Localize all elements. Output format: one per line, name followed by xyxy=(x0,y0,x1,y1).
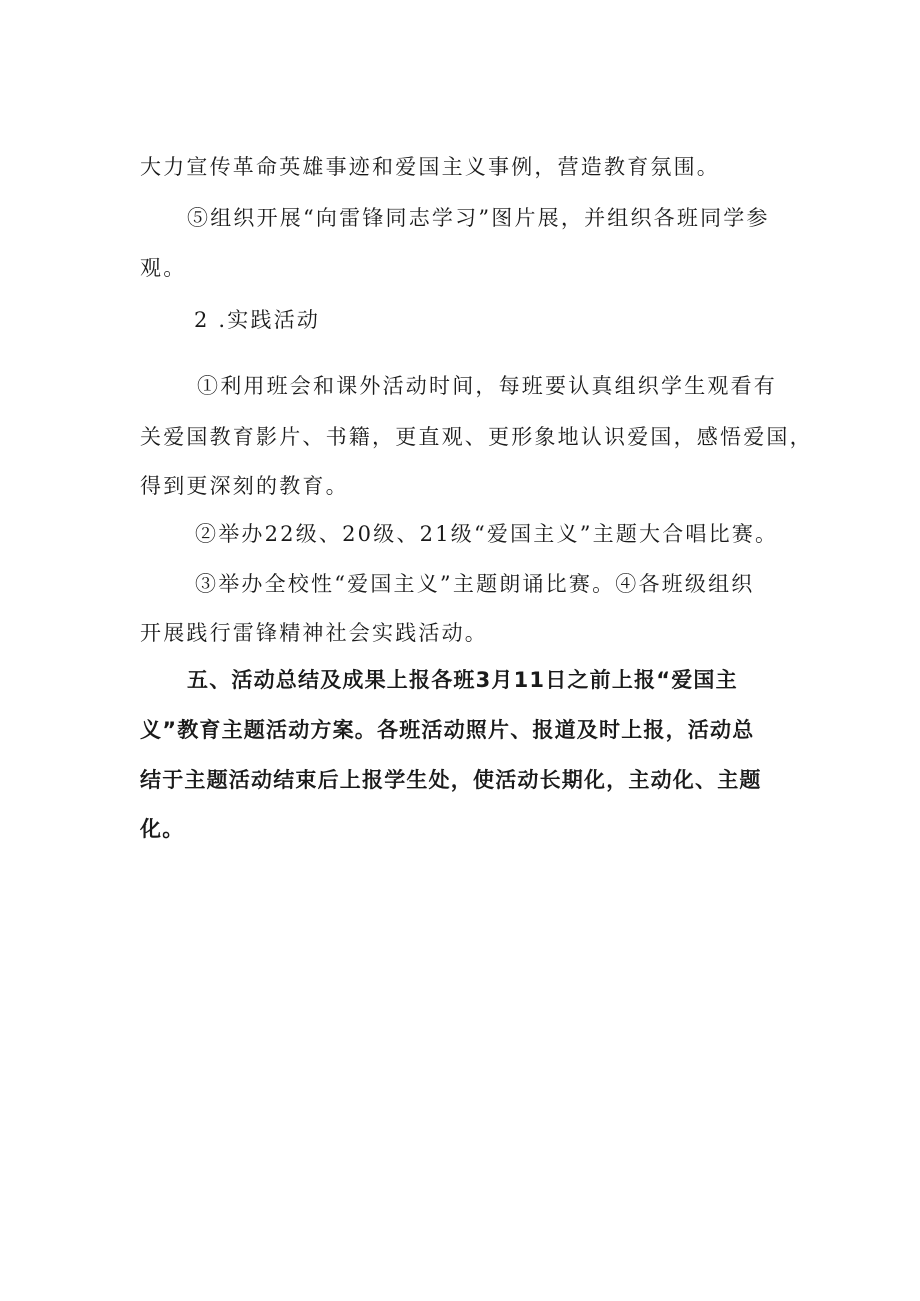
summary-line-2: 义”教育主题活动方案。各班活动照片、报道及时上报，活动总 xyxy=(140,718,755,742)
paragraph-line-6: 关爱国教育影片、书籍，更直观、更形象地认识爱国，感悟爱国， xyxy=(140,425,813,449)
paragraph-line-10: 开展践行雷锋精神社会实践活动。 xyxy=(140,621,488,645)
paragraph-line-2: ⑤组织开展“向雷锋同志学习”图片展，并组织各班同学参 xyxy=(187,206,770,230)
paragraph-line-8: ②举办22级、20级、21级“爱国主义”主题大合唱比赛。 xyxy=(195,522,779,546)
summary-line-3: 结于主题活动结束后上报学生处，使活动长期化，主动化、主题 xyxy=(140,768,762,792)
summary-line-1: 五、活动总结及成果上报各班3月11日之前上报“爱国主 xyxy=(187,668,738,692)
section-heading: 2 .实践活动 xyxy=(194,308,321,332)
paragraph-line-1: 大力宣传革命英雄事迹和爱国主义事例，营造教育氛围。 xyxy=(140,155,720,179)
paragraph-line-3: 观。 xyxy=(140,256,187,280)
summary-line-4: 化。 xyxy=(140,817,185,841)
paragraph-line-7: 得到更深刻的教育。 xyxy=(140,474,349,498)
paragraph-line-5: ①利用班会和课外活动时间，每班要认真组织学生观看有 xyxy=(197,374,777,398)
paragraph-line-9: ③举办全校性“爱国主义”主题朗诵比赛。④各班级组织 xyxy=(195,572,755,596)
